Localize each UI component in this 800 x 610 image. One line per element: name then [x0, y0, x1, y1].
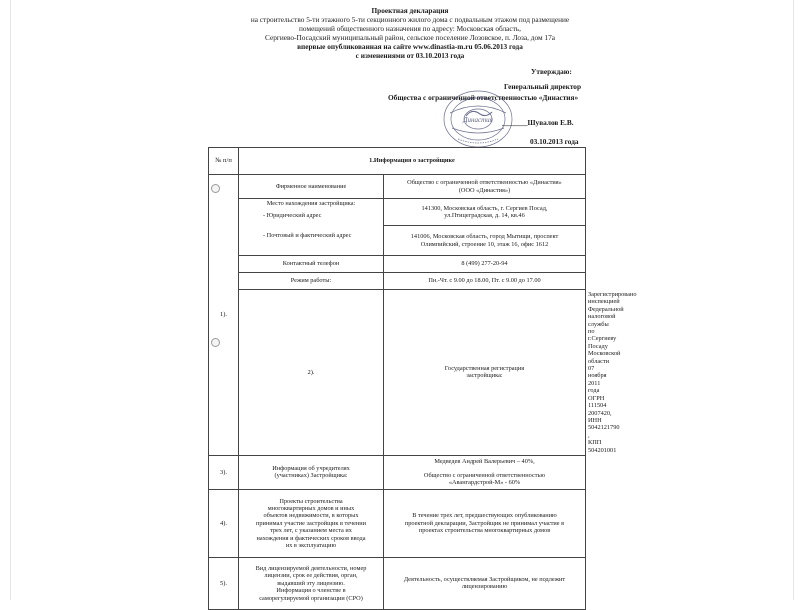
founders-label — [239, 455, 384, 489]
table-row — [209, 175, 586, 199]
row-number-4: 4). — [209, 489, 239, 557]
header-line-2: помещений общественного назначения по адресу: Московская область, — [299, 24, 521, 33]
row-number-1: 1). — [209, 175, 239, 456]
license-value-line1: Деятельность, осуществляемая Застройщиком, не подлежит — [403, 576, 566, 584]
firm-name-value — [384, 175, 586, 199]
license-label-line1: Вид лицензируемой деятельности, номер — [255, 564, 367, 572]
row-number-2: 2). — [239, 290, 384, 456]
scan-edge-left — [10, 0, 11, 600]
firm-name-label: Фирменное наименование — [239, 175, 384, 199]
table-row — [209, 199, 586, 256]
projects-value-line2: проектной декларации, Застройщик не принимал участие в — [404, 519, 565, 527]
developer-info-table — [208, 147, 637, 610]
projects-label-line7: их в эксплуатацию — [285, 541, 337, 549]
col-number-header: № п/п — [209, 148, 239, 175]
phone-value: 8 (499) 277-20-94 — [384, 256, 586, 273]
row-number-3: 3). — [209, 455, 239, 489]
legal-address-line2: ул.Птицеградская, д. 14, кв.46 — [444, 212, 525, 219]
table-row — [209, 455, 586, 489]
approval-date: 03.10.2013 года — [530, 137, 579, 146]
scan-edge-right — [793, 0, 794, 600]
firm-name-value-line2: (ООО «Династия») — [458, 186, 511, 194]
document-title: Проектная декларация — [371, 6, 449, 15]
projects-label-line5: трех лет, с указанием места их — [270, 527, 352, 535]
projects-value-line1: В течение трех лет, предшествующих опубликованию — [412, 512, 557, 520]
table-row: 2). Государственная регистрация застройщика: Зарегистрировано инспекцией Федеральной налоговой службы по г.Сергиеву Посаду Московской области 07 ноября 2011 года ОГРН 111504 2007420, ИНН 5042121790 , КПП 504201001 — [209, 290, 586, 456]
founders-value-line1: Медведев Андрей Валерьевич – 40%, — [434, 458, 535, 466]
legal-address-label: - Юридический адрес — [263, 212, 322, 220]
founders-label-line1: Информация об учредителях — [272, 465, 350, 473]
table-row — [209, 557, 586, 609]
phone-label: Контактный телефон — [239, 256, 384, 273]
founders-value-line3: «Авангардстрой-М» - 60% — [448, 479, 521, 487]
table-row — [209, 256, 586, 273]
projects-label-line3: объектов недвижимости, в которых — [263, 512, 359, 520]
director-position: Генеральный директор — [504, 82, 582, 91]
location-label-cell — [239, 199, 384, 256]
projects-label-line1: Проекты строительства — [279, 497, 343, 505]
section-title: 1.Информация о застройщике — [239, 148, 586, 175]
license-value — [384, 557, 586, 609]
approved-label: Утверждаю: — [531, 67, 572, 76]
company-name: Общества с ограниченной ответственностью «Династия» — [388, 93, 579, 102]
license-label-line4: Информация о членстве в — [276, 587, 346, 595]
founders-value — [384, 455, 586, 489]
license-value-line2: лицензированию — [461, 583, 508, 591]
work-hours-value: Пн.-Чт. с 9.00 до 18.00, Пт. с 9.00 до 17.00 — [384, 273, 586, 290]
registration-label — [384, 290, 586, 456]
projects-value — [384, 489, 586, 557]
projects-value-line3: проектах строительства многоквартирных домов — [418, 527, 551, 535]
postal-address-label: - Почтовый и фактический адрес — [263, 231, 352, 239]
license-label-line5: саморегулируемой организации (СРО) — [259, 594, 363, 602]
founders-value-line2: Общество с ограниченной ответственностью — [423, 471, 546, 479]
registration-label-line1: Государственная регистрация — [444, 365, 525, 373]
legal-address-line1: 141300, Московская область, г. Сергиев Посад, — [421, 204, 548, 212]
location-values-cell — [384, 199, 586, 256]
table-header-row — [209, 148, 586, 175]
postal-address-line2: Олимпийский, строение 10, этаж 16, офис 1612 — [420, 240, 549, 248]
header-line-5: с изменениями от 03.10.2013 года — [355, 51, 465, 60]
projects-label-line4: принимал участие застройщик в течении — [256, 519, 366, 527]
table-row — [209, 489, 586, 557]
company-seal-stamp — [430, 83, 526, 149]
registration-label-line2: застройщика: — [466, 372, 503, 380]
seal-text: Династия — [463, 116, 493, 124]
document-header — [200, 6, 620, 60]
header-line-3: Сергиево-Посадский муниципальный район, сельское поселение Лозовское, п. Лоза, дом 17а — [265, 33, 555, 42]
location-label: Место нахождения застройщика: — [266, 200, 356, 207]
license-label-line2: лицензии, срок ее действия, орган, — [264, 572, 358, 580]
table-row — [209, 273, 586, 290]
license-label-line3: выдавший эту лицензию. — [277, 579, 345, 587]
projects-label-line2: многоквартирных домов и иных — [267, 504, 355, 512]
projects-label — [239, 489, 384, 557]
header-line-4: впервые опубликованная на сайте www.dinastia-m.ru 05.06.2013 года — [297, 42, 523, 51]
postal-address-value — [384, 226, 585, 255]
founders-label-line2: (участниках) Застройщика: — [274, 472, 348, 480]
header-line-1: на строительство 5-ти этажного 5-ти секционного жилого дома с подвальным этажом под размещение — [250, 15, 570, 24]
license-label — [239, 557, 384, 609]
projects-label-line6: нахождения и фактических сроков ввода — [256, 534, 366, 542]
postal-address-line1: 141006, Московская область, город Мытищи, проспект — [410, 233, 559, 241]
work-hours-label: Режим работы: — [239, 273, 384, 290]
signer-name: _______Шувалов Е.В. — [502, 118, 574, 127]
row-number-5: 5). — [209, 557, 239, 609]
legal-address-value — [384, 199, 585, 226]
firm-name-value-line1: Общество с ограниченной ответственностью «Династия» — [407, 179, 562, 187]
